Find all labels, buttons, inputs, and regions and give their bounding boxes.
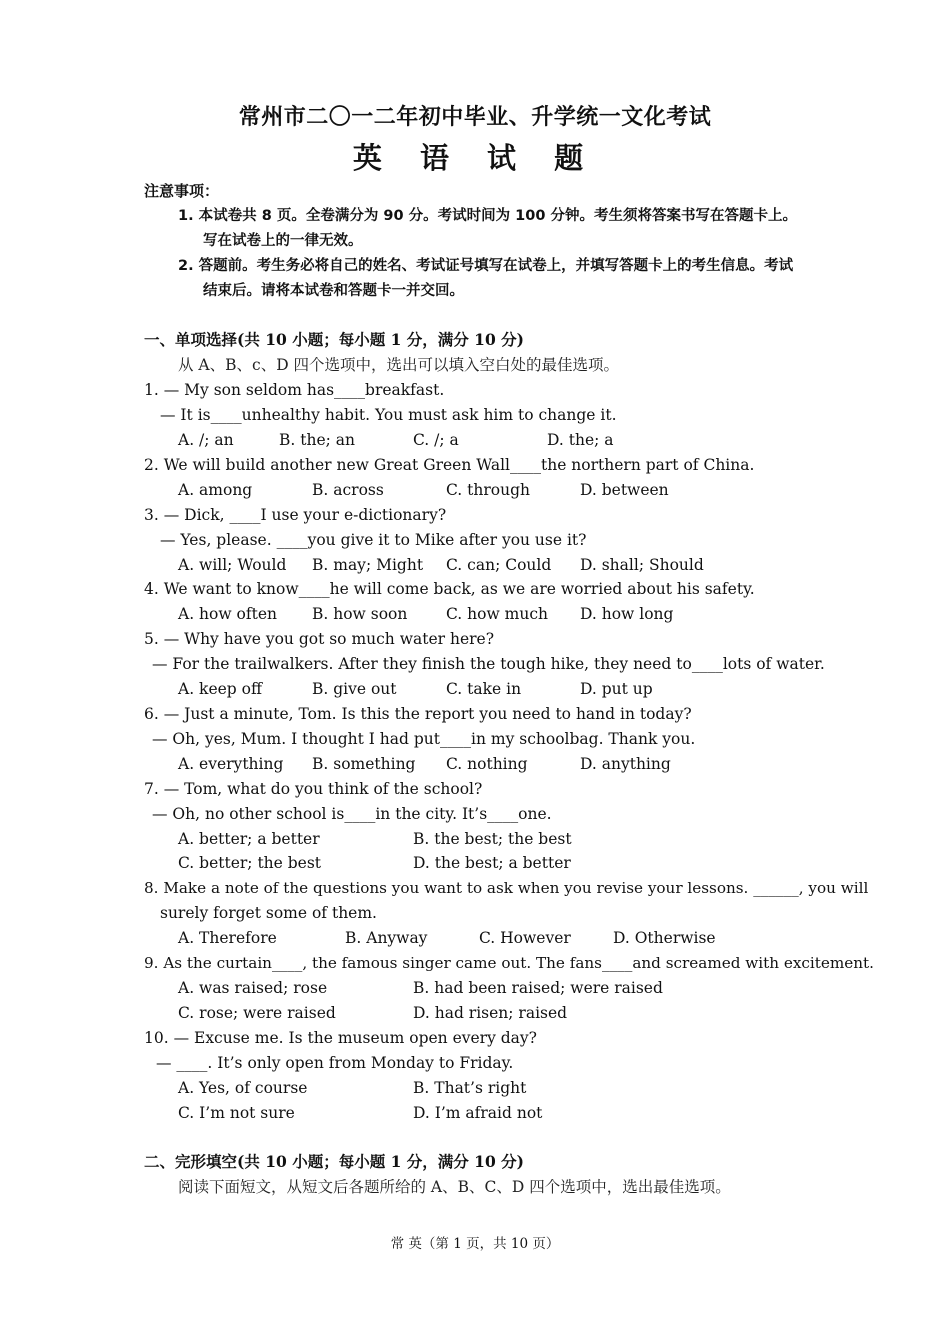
question-3-line1: 3. — Dick, ____I use your e-dictionary? — [144, 505, 447, 524]
notice-heading: 注意事项： — [144, 182, 220, 200]
question-5-options — [144, 677, 807, 702]
question-10-options-row1 — [144, 1076, 807, 1101]
option-b: B. the best; the best — [413, 829, 572, 848]
option-c: C. through — [446, 480, 531, 499]
question-3-line2: — Yes, please. ____you give it to Mike after you use it? — [160, 530, 587, 549]
option-d: D. shall; Should — [580, 555, 704, 574]
option-a: A. everything — [178, 754, 284, 773]
option-d: D. how long — [580, 605, 674, 624]
option-b: B. Anyway — [345, 929, 428, 948]
question-5-line1: 5. — Why have you got so much water here? — [144, 630, 495, 649]
question-1-line2: — It is____unhealthy habit. You must ask him to change it. — [160, 406, 617, 425]
section2-instruction: 阅读下面短文，从短文后各题所给的 A、B、C、D 四个选项中，选出最佳选项。 — [178, 1178, 731, 1197]
option-a: A. keep off — [178, 680, 262, 699]
question-10-line1: 10. — Excuse me. Is the museum open every day? — [144, 1028, 537, 1047]
exam-content — [144, 179, 874, 1200]
option-c: C. take in — [446, 680, 522, 699]
option-b: B. had been raised; were raised — [413, 978, 663, 997]
exam-subject-title: 英 语 试 题 — [352, 141, 598, 175]
option-b: B. how soon — [312, 605, 408, 624]
option-b: B. may; Might — [312, 555, 424, 574]
question-5-line2: — For the trailwalkers. After they finish the tough hike, they need to____lots of water. — [152, 655, 825, 674]
question-2-line1: 2. We will build another new Great Green Wall____the northern part of China. — [144, 455, 755, 474]
option-c: C. I’m not sure — [178, 1103, 295, 1122]
option-a: A. how often — [178, 605, 278, 624]
option-c: C. /; a — [413, 431, 459, 450]
question-10-line2: — ____. It’s only open from Monday to Friday. — [156, 1053, 514, 1072]
option-d: D. between — [580, 480, 669, 499]
question-1-options — [144, 428, 807, 453]
option-d: D. the best; a better — [413, 854, 571, 873]
question-9-options-row2 — [144, 1001, 807, 1026]
option-c: C. nothing — [446, 754, 528, 773]
question-4-options — [144, 602, 807, 627]
option-d: D. Otherwise — [613, 929, 716, 948]
option-c: C. However — [479, 929, 571, 948]
page-footer: 常 英（第 1 页，共 10 页） — [390, 1236, 560, 1252]
question-3-options — [144, 553, 807, 578]
question-8-options — [144, 926, 807, 951]
notice-item-2: 2. 答题前。考生务必将自己的姓名、考试证号填写在试卷上，并填写答题卡上的考生信息。考试结束后。请将本试卷和答题卡一并交回。 — [178, 257, 794, 299]
question-4-line1: 4. We want to know____he will come back, as we are worried about his safety. — [144, 580, 755, 599]
question-8-line1: 8. Make a note of the questions you want to ask when you revise your lessons. ______, you will — [144, 879, 869, 898]
question-6-line2: — Oh, yes, Mum. I thought I had put____in my schoolbag. Thank you. — [152, 729, 696, 748]
section1-heading: 一、单项选择(共 10 小题；每小题 1 分，满分 10 分) — [144, 330, 524, 350]
section1-instruction: 从 A、B、c、D 四个选项中，选出可以填入空白处的最佳选项。 — [178, 356, 620, 375]
option-a: A. Therefore — [178, 929, 277, 948]
question-9-line1: 9. As the curtain____, the famous singer came out. The fans____and screamed with excitement. — [144, 954, 874, 973]
option-b: B. That’s right — [413, 1078, 527, 1097]
option-d: D. put up — [580, 680, 653, 699]
option-a: A. Yes, of course — [178, 1078, 308, 1097]
option-b: B. give out — [312, 680, 397, 699]
option-c: C. better; the best — [178, 854, 322, 873]
option-a: A. /; an — [178, 431, 234, 450]
question-7-line1: 7. — Tom, what do you think of the school? — [144, 779, 483, 798]
question-8-line2: surely forget some of them. — [160, 904, 377, 923]
option-a: A. will; Would — [178, 555, 287, 574]
option-b: B. the; an — [279, 431, 356, 450]
question-7-options-row1 — [144, 827, 807, 852]
option-c: C. can; Could — [446, 555, 552, 574]
option-d: D. had risen; raised — [413, 1003, 568, 1022]
question-2-options — [144, 478, 807, 503]
question-6-line1: 6. — Just a minute, Tom. Is this the report you need to hand in today? — [144, 705, 692, 724]
option-a: A. better; a better — [178, 829, 320, 848]
question-7-options-row2 — [144, 851, 807, 876]
question-7-line2: — Oh, no other school is____in the city. It’s____one. — [152, 804, 552, 823]
question-10-options-row2 — [144, 1101, 807, 1126]
option-b: B. something — [312, 754, 416, 773]
exam-title: 常州市二〇一二年初中毕业、升学统一文化考试 — [238, 105, 712, 130]
option-c: C. how much — [446, 605, 549, 624]
option-d: D. anything — [580, 754, 671, 773]
option-a: A. among — [178, 480, 253, 499]
option-a: A. was raised; rose — [178, 978, 328, 997]
notice-item-1: 1. 本试卷共 8 页。全卷满分为 90 分。考试时间为 100 分钟。考生须将答案书写在答题卡上。写在试卷上的一律无效。 — [178, 207, 797, 249]
option-b: B. across — [312, 480, 384, 499]
option-c: C. rose; were raised — [178, 1003, 336, 1022]
section2-heading: 二、完形填空(共 10 小题；每小题 1 分，满分 10 分) — [144, 1152, 524, 1172]
option-d: D. I’m afraid not — [413, 1103, 543, 1122]
option-d: D. the; a — [547, 431, 614, 450]
question-1-line1: 1. — My son seldom has____breakfast. — [144, 381, 445, 400]
question-9-options-row1 — [144, 976, 807, 1001]
question-6-options — [144, 752, 807, 777]
